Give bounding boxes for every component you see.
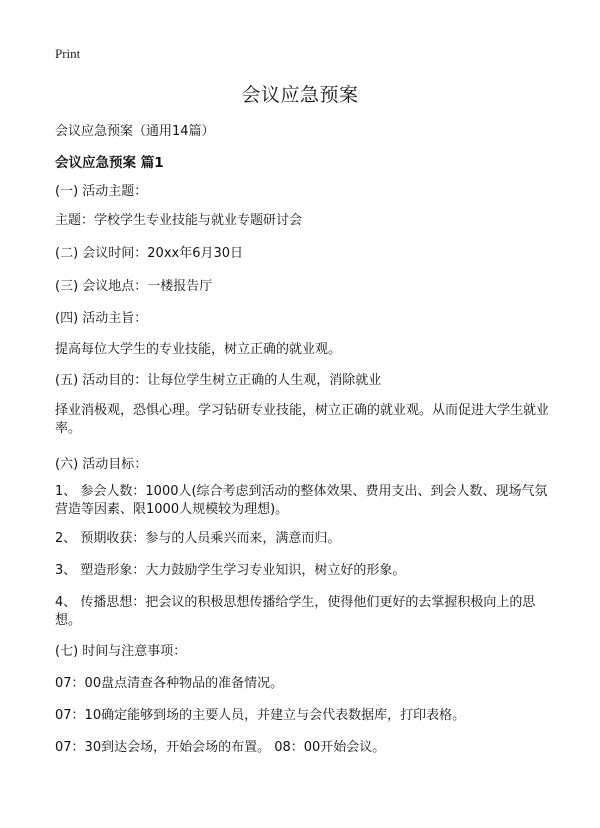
paragraph: (四) 活动主旨： [55,311,148,326]
paragraph: (七) 时间与注意事项： [55,644,187,659]
paragraph: (六) 活动目标： [55,457,148,472]
section-heading: 会议应急预案 篇1 [55,155,164,171]
paragraph: 3、 塑造形象：大力鼓励学生学习专业知识，树立好的形象。 [55,563,406,578]
paragraph: 07：30到达会场，开始会场的布置。 08：00开始会议。 [55,740,386,755]
paragraph: 1、 参会人数：1000人(综合考虑到活动的整体效果、费用支出、到会人数、现场气氛营造等因素、限1000人规模较为理想)。 [55,484,548,517]
paragraph: (五) 活动目的：让每位学生树立正确的人生观，消除就业 [55,373,382,388]
paragraph: 07：10确定能够到场的主要人员，并建立与会代表数据库，打印表格。 [55,708,466,723]
paragraph: 择业消极观，恐惧心理。学习钻研专业技能，树立正确的就业观。从而促进大学生就业率。 [55,403,550,436]
print-link[interactable]: Print [55,46,81,61]
paragraph: 07：00盘点清查各种物品的准备情况。 [55,676,284,691]
paragraph: 2、 预期收获：参与的人员乘兴而来，满意而归。 [55,531,341,546]
paragraph: (一) 活动主题： [55,184,148,199]
paragraph: 4、 传播思想：把会议的积极思想传播给学生，使得他们更好的去掌握积极向上的思想。 [55,595,536,628]
page-subtitle: 会议应急预案（通用14篇） [55,124,215,139]
page-title: 会议应急预案 [241,84,359,106]
paragraph: 提高每位大学生的专业技能，树立正确的就业观。 [55,342,342,357]
paragraph: 主题：学校学生专业技能与就业专题研讨会 [55,213,303,228]
paragraph: (二) 会议时间：20xx年6月30日 [55,246,244,261]
paragraph: (三) 会议地点：一楼报告厅 [55,279,213,294]
